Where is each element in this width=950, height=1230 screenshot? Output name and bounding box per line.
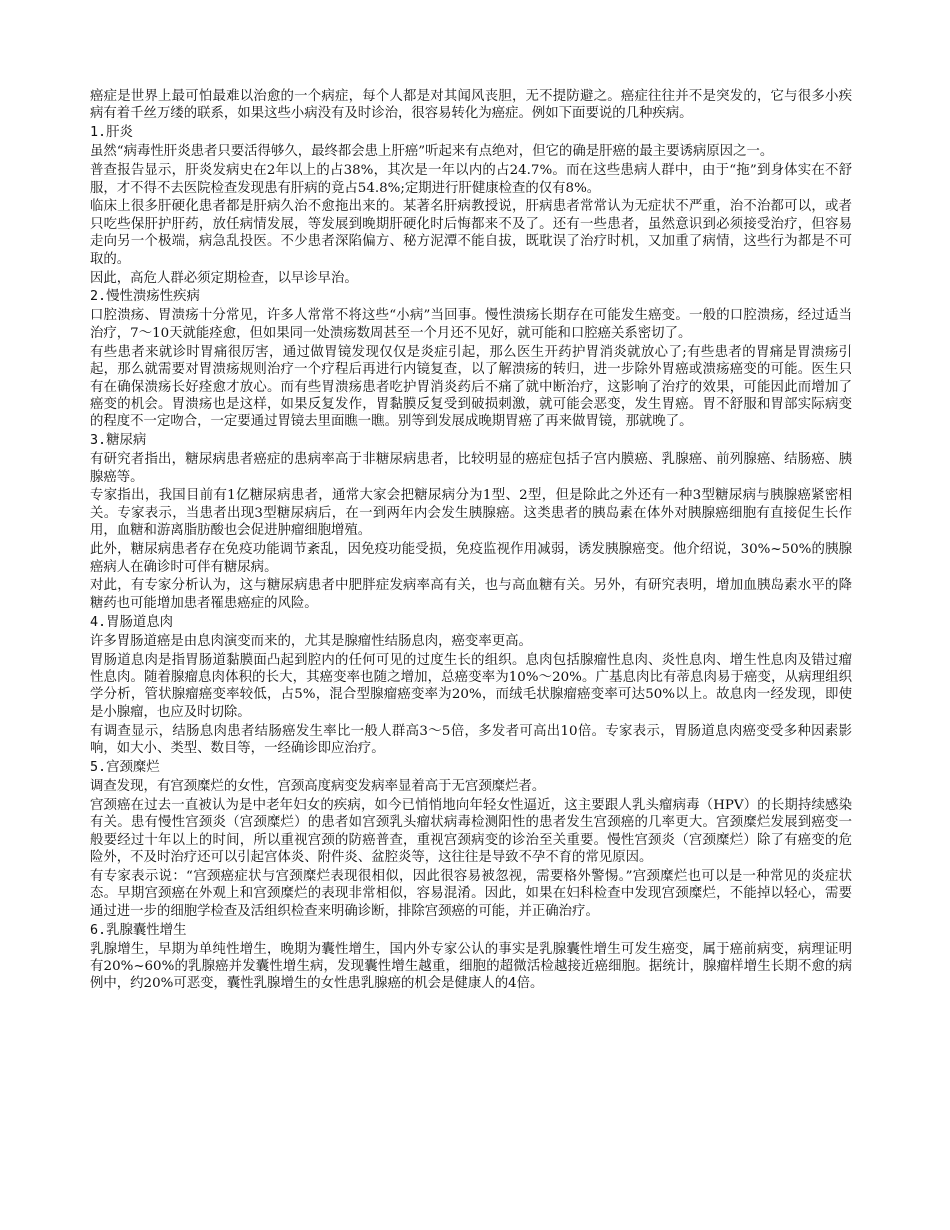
paragraph: 口腔溃疡、胃溃疡十分常见，许多人常常不将这些“小病”当回事。慢性溃疡长期存在可能发生癌变。一般的口腔溃疡，经过适当治疗，7～10天就能痊愈，但如果同一处溃疡数周甚至一个月还不见好，就可能和口腔癌关系密切了。: [90, 308, 852, 341]
section-cervical-erosion: [90, 759, 852, 920]
paragraph: 调查发现，有宫颈糜烂的女性，宫颈高度病变发病率显着高于无宫颈糜烂者。: [90, 778, 546, 794]
section-chronic-ulcer: [90, 288, 852, 430]
intro-paragraph: 癌症是世界上最可怕最难以治愈的一个病症，每个人都是对其闻风丧胆，无不提防避之。癌症往往并不是突发的，它与很多小疾病有着千丝万缕的联系，如果这些小病没有及时诊治，很容易转化为癌症。例如下面要说的几种疾病。: [90, 89, 852, 122]
section-title: 2.慢性溃疡性疾病: [90, 289, 200, 305]
section-gi-polyps: [90, 614, 852, 758]
section-title: 5.宫颈糜烂: [90, 760, 160, 776]
paragraph: 有研究者指出，糖尿病患者癌症的患病率高于非糖尿病患者，比较明显的癌症包括子宫内膜癌、乳腺癌、前列腺癌、结肠癌、胰腺癌等。: [90, 452, 852, 485]
paragraph: 对此，有专家分析认为，这与糖尿病患者中肥胖症发病率高有关，也与高血糖有关。另外，有研究表明，增加血胰岛素水平的降糖药也可能增加患者罹患癌症的风险。: [90, 578, 852, 611]
section-title: 6.乳腺囊性增生: [90, 922, 187, 938]
section-hepatitis: [90, 124, 852, 287]
section-title: 3.糖尿病: [90, 433, 147, 449]
paragraph: 专家指出，我国目前有1亿糖尿病患者，通常大家会把糖尿病分为1型、2型，但是除此之外还有一种3型糖尿病与胰腺癌紧密相关。专家表示，当患者出现3型糖尿病后，在一到两年内会发生胰腺癌。这类患者的胰岛素在体外对胰腺癌细胞有直接促生长作用，血糖和游离脂肪酸也会促进肿瘤细胞增殖。: [90, 488, 852, 539]
paragraph: 因此，高危人群必须定期检查，以早诊早治。: [90, 270, 358, 286]
section-title: 1.肝炎: [90, 125, 133, 141]
paragraph: 临床上很多肝硬化患者都是肝病久治不愈拖出来的。某著名肝病教授说，肝病患者常常认为无症状不严重，治不治都可以，或者只吃些保肝护肝药，放任病情发展，等发展到晚期肝硬化时后悔都来不及了。还有一些患者，虽然意识到必须接受治疗，但容易走向另一个极端，病急乱投医。不少患者深陷偏方、秘方泥潭不能自拔，既耽误了治疗时机，又加重了病情，这些行为都是不可取的。: [90, 199, 852, 267]
paragraph: 有调查显示，结肠息肉患者结肠癌发生率比一般人群高3～5倍，多发者可高出10倍。专家表示，胃肠道息肉癌变受多种因素影响，如大小、类型、数目等，一经确诊即应治疗。: [90, 723, 852, 757]
paragraph: 此外，糖尿病患者存在免疫功能调节紊乱，因免疫功能受损，免疫监视作用减弱，诱发胰腺癌变。他介绍说，30%~50%的胰腺癌病人在确诊时可伴有糖尿病。: [90, 542, 852, 575]
paragraph: 有专家表示说：“宫颈癌症状与宫颈糜烂表现很相似，因此很容易被忽视，需要格外警惕。”宫颈糜烂也可以是一种常见的炎症状态。早期宫颈癌在外观上和宫颈糜烂的表现非常相似，容易混淆。因此，如果在妇科检查中发现宫颈糜烂，不能掉以轻心，需要通过进一步的细胞学检查及活组织检查来明确诊断，排除宫颈癌的可能，并正确治疗。: [90, 868, 852, 919]
section-breast-hyperplasia: [90, 922, 852, 993]
document-body: [90, 88, 852, 994]
paragraph: 有些患者来就诊时胃痛很厉害，通过做胃镜发现仅仅是炎症引起，那么医生开药护胃消炎就放心了;有些患者的胃痛是胃溃疡引起，那么就需要对胃溃疡规则治疗一个疗程后再进行内镜复查，以了解溃疡的转归，进一步除外胃癌或溃疡癌变的可能。医生只有在确保溃疡长好痊愈才放心。而有些胃溃疡患者吃护胃消炎药后不痛了就中断治疗，这影响了治疗的效果，可能因此而增加了癌变的机会。胃溃疡也是这样，如果反复发作，胃黏膜反复受到破损刺激，就可能会恶变，发生胃癌。胃不舒服和胃部实际病变的程度不一定吻合，一定要通过胃镜去里面瞧一瞧。别等到发展成晚期胃癌了再来做胃镜，那就晚了。: [90, 344, 852, 430]
section-title: 4.胃肠道息肉: [90, 614, 174, 630]
section-diabetes: [90, 432, 852, 612]
paragraph: 宫颈癌在过去一直被认为是中老年妇女的疾病，如今已悄悄地向年轻女性逼近，这主要跟人乳头瘤病毒（HPV）的长期持续感染有关。患有慢性宫颈炎（宫颈糜烂）的患者如宫颈乳头瘤状病毒检测阳性的患者发生宫颈癌的几率更大。宫颈糜烂发展到癌变一般要经过十年以上的时间，所以重视宫颈的防癌普查，重视宫颈病变的诊治至关重要。慢性宫颈炎（宫颈糜烂）除了有癌变的危险外，不及时治疗还可以引起宫体炎、附件炎、盆腔炎等，这往往是导致不孕不育的常见原因。: [90, 797, 852, 866]
paragraph: 乳腺增生，早期为单纯性增生，晚期为囊性增生，国内外专家公认的事实是乳腺囊性增生可发生癌变，属于癌前病变，病理证明有20%~60%的乳腺癌并发囊性增生病，发现囊性增生越重，细胞的超微活检越接近癌细胞。据统计，腺瘤样增生长期不愈的病例中，约20%可恶变，囊性乳腺增生的女性患乳腺癌的机会是健康人的4倍。: [90, 941, 852, 992]
paragraph: 虽然“病毒性肝炎患者只要活得够久，最终都会患上肝癌”听起来有点绝对，但它的确是肝癌的最主要诱病原因之一。: [90, 144, 774, 160]
paragraph: 胃肠道息肉是指胃肠道黏膜面凸起到腔内的任何可见的过度生长的组织。息肉包括腺瘤性息肉、炎性息肉、增生性息肉及错过瘤性息肉。随着腺瘤息肉体积的长大，其癌变率也随之增加，总癌变率为10%～20%。广基息肉比有蒂息肉易于癌变，从病理组织学分析，管状腺瘤癌变率较低，占5%，混合型腺瘤癌变率为20%，而绒毛状腺瘤癌变率可达50%以上。故息肉一经发现，即使是小腺瘤，也应及时切除。: [90, 652, 852, 720]
paragraph: 许多胃肠道癌是由息肉演变而来的，尤其是腺瘤性结肠息肉，癌变率更高。: [90, 633, 532, 649]
paragraph: 普查报告显示，肝炎发病史在2年以上的占38%，其次是一年以内的占24.7%。而在这些患病人群中，由于“拖”到身体实在不舒服，才不得不去医院检查发现患有肝病的竟占54.8%;定期进行肝健康检查的仅有8%。: [90, 163, 852, 196]
